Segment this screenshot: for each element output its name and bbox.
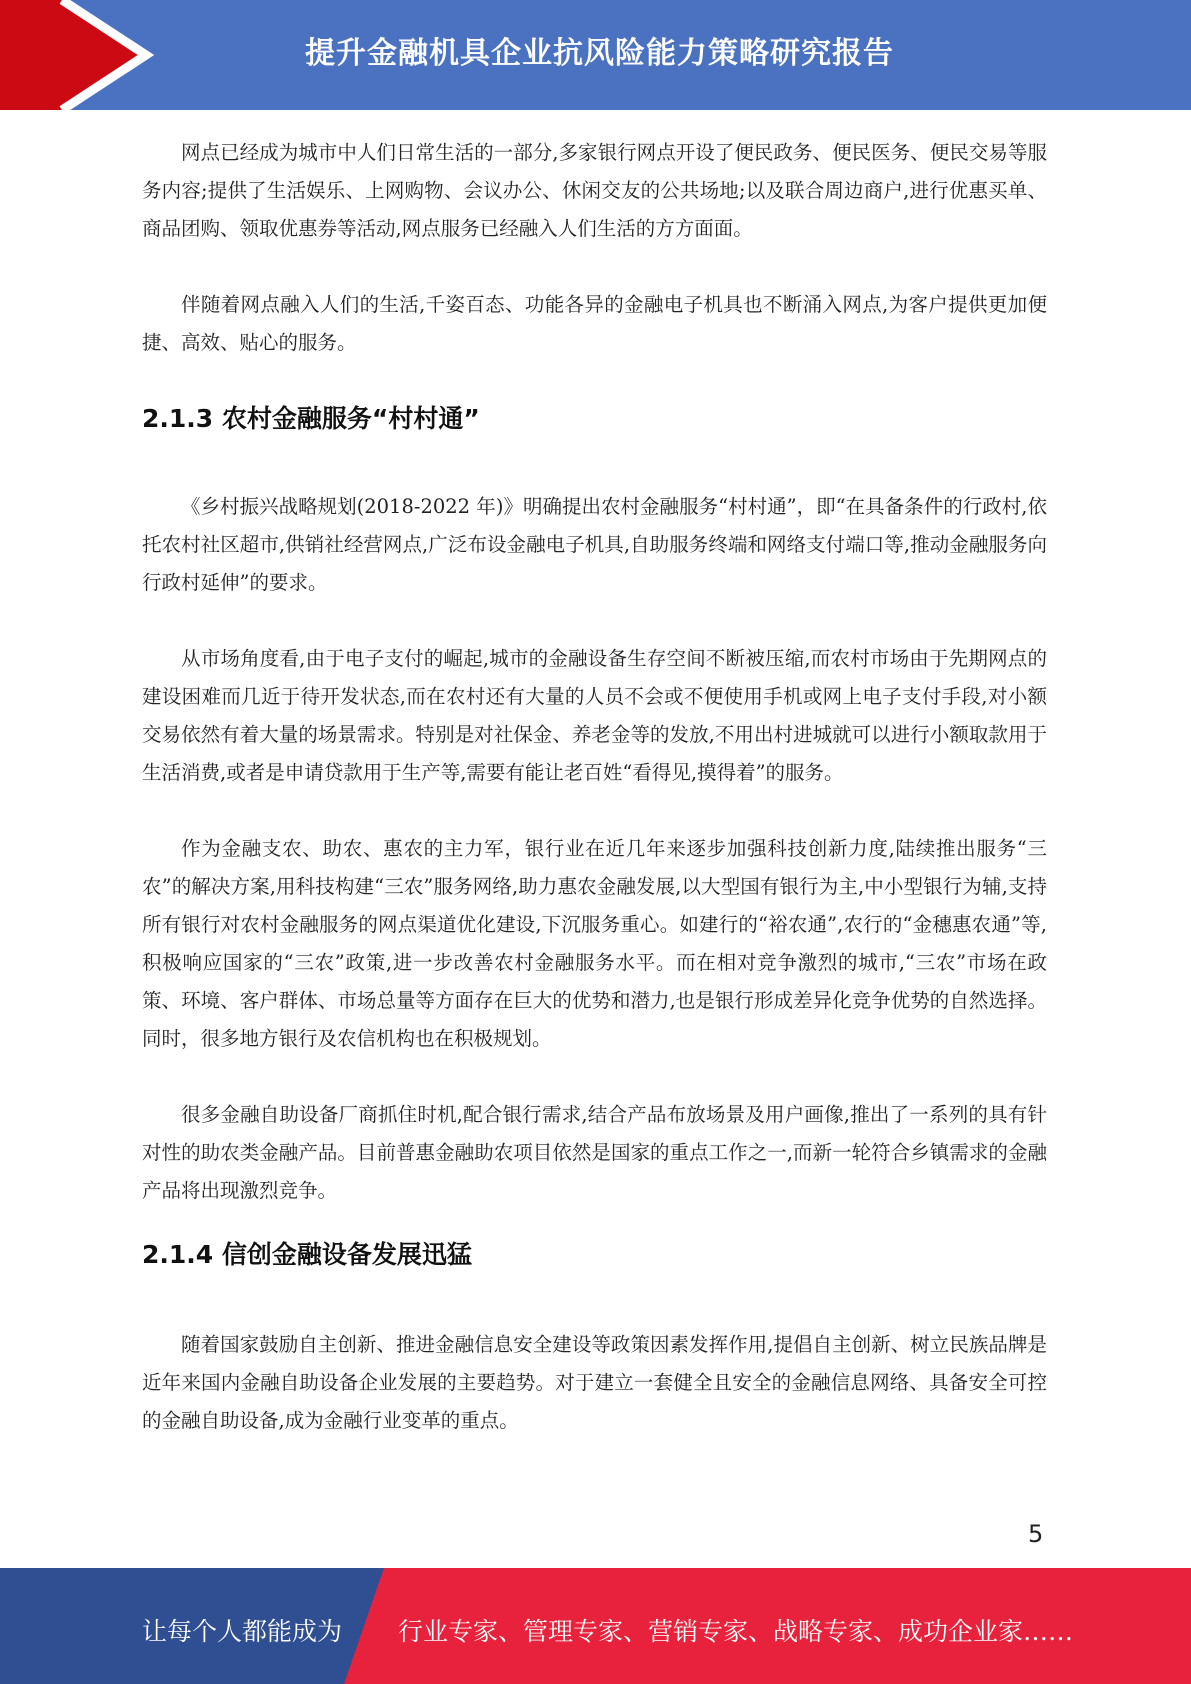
paragraph: 从市场角度看,由于电子支付的崛起,城市的金融设备生存空间不断被压缩,而农村市场由于先期网点的建设困难而几近于待开发状态,而在农村还有大量的人员不会或不便使用手机或网上电子支付手段,对小额交易依然有着大量的场景需求。特别是对社保金、养老金等的发放,不用出村进城就可以进行小额取款用于生活消费,或者是申请贷款用于生产等,需要有能让老百姓“看得见,摸得着”的服务。 xyxy=(142,647,1047,784)
paragraph: 网点已经成为城市中人们日常生活的一部分,多家银行网点开设了便民政务、便民医务、便民交易等服务内容;提供了生活娱乐、上网购物、会议办公、休闲交友的公共场地;以及联合周边商户,进行优惠买单、商品团购、领取优惠券等活动,网点服务已经融入人们生活的方方面面。 xyxy=(142,141,1047,240)
paragraph: 随着国家鼓励自主创新、推进金融信息安全建设等政策因素发挥作用,提倡自主创新、树立民族品牌是近年来国内金融自助设备企业发展的主要趋势。对于建立一套健全且安全的金融信息网络、具备安全可控的金融自助设备,成为金融行业变革的重点。 xyxy=(142,1333,1047,1432)
section-heading-2-1-4: 2.1.4 信创金融设备发展迅猛 xyxy=(142,1240,472,1269)
report-title: 提升金融机具企业抗风险能力策略研究报告 xyxy=(305,36,894,71)
paragraph: 《乡村振兴战略规划(2018-2022 年)》明确提出农村金融服务“村村通”，即“在具备条件的行政村,依托农村社区超市,供销社经营网点,广泛布设金融电子机具,自助服务终端和网络支付端口等,推动金融服务向行政村延伸”的要求。 xyxy=(142,495,1047,594)
page-number: 5 xyxy=(1028,1520,1044,1548)
page-footer xyxy=(0,1568,1191,1684)
page-header xyxy=(0,0,1191,110)
paragraph: 很多金融自助设备厂商抓住时机,配合银行需求,结合产品布放场景及用户画像,推出了一系列的具有针对性的助农类金融产品。目前普惠金融助农项目依然是国家的重点工作之一,而新一轮符合乡镇需求的金融产品将出现激烈竞争。 xyxy=(142,1103,1047,1202)
document-body xyxy=(142,134,1047,1478)
section-heading-2-1-3: 2.1.3 农村金融服务“村村通” xyxy=(142,404,480,433)
paragraph: 作为金融支农、助农、惠农的主力军，银行业在近几年来逐步加强科技创新力度,陆续推出服务“三农”的解决方案,用科技构建“三农”服务网络,助力惠农金融发展,以大型国有银行为主,中小型银行为辅,支持所有银行对农村金融服务的网点渠道优化建设,下沉服务重心。如建行的“裕农通”,农行的“金穗惠农通”等,积极响应国家的“三农”政策,进一步改善农村金融服务水平。而在相对竞争激烈的城市,“三农”市场在政策、环境、客户群体、市场总量等方面存在巨大的优势和潜力,也是银行形成差异化竞争优势的自然选择。同时，很多地方银行及农信机构也在积极规划。 xyxy=(142,837,1047,1050)
footer-slogan-roles: 行业专家、管理专家、营销专家、战略专家、成功企业家…… xyxy=(398,1617,1074,1646)
footer-slogan-lead: 让每个人都能成为 xyxy=(142,1617,343,1646)
paragraph: 伴随着网点融入人们的生活,千姿百态、功能各异的金融电子机具也不断涌入网点,为客户提供更加便捷、高效、贴心的服务。 xyxy=(142,293,1047,354)
